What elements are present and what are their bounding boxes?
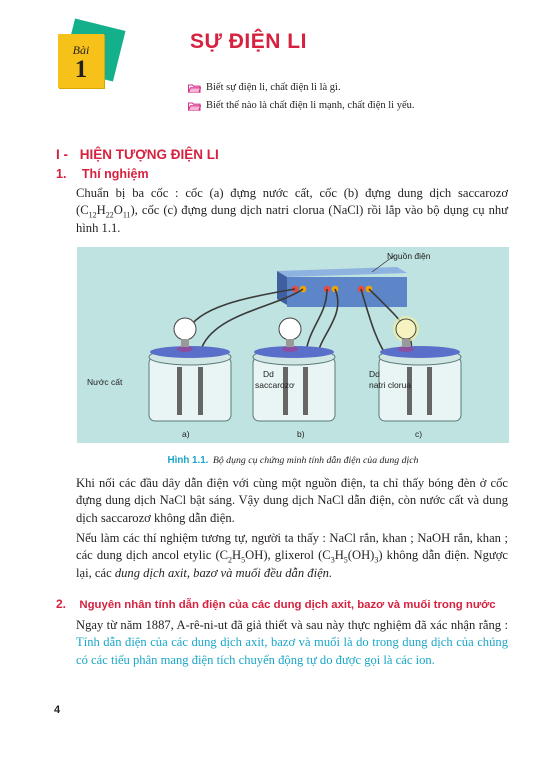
label-beaker-b-1: Dd <box>263 369 274 379</box>
paragraph-observation: Khi nối các đầu dây dẫn điện với cùng một nguồn điện, ta chỉ thấy bóng đèn ở cốc đựng dung dịch NaCl bật sáng. Vậy dung dịch NaCl dẫn điện, còn nước cất và dung dịch saccarozơ không dẫn điện. <box>76 476 508 525</box>
label-power: Nguồn điện <box>387 251 431 261</box>
folder-icon <box>188 83 201 93</box>
subsection-number: 1. <box>56 167 67 181</box>
objective-text: Biết thế nào là chất điện li mạnh, chất điện li yếu. <box>206 100 415 111</box>
label-beaker-c-1: Dd <box>369 369 380 379</box>
beaker-a <box>149 318 231 421</box>
objective-item <box>188 100 414 111</box>
label-beaker-c-2: natri clorua <box>369 380 412 390</box>
badge-bai-label: Bài <box>72 43 90 57</box>
beaker-c <box>379 316 461 421</box>
label-beaker-b-2: saccarozơ <box>255 380 295 390</box>
subsection-number: 2. <box>56 597 67 611</box>
caption-label: Hình 1.1. <box>167 455 209 466</box>
page-title: SỰ ĐIỆN LI <box>190 30 307 53</box>
lesson-badge <box>58 30 114 90</box>
label-beaker-a: Nước cất <box>87 377 123 387</box>
objective-item <box>188 82 341 93</box>
figure-caption <box>77 455 509 466</box>
badge-number: 1 <box>74 56 88 83</box>
label-a: a) <box>182 429 190 439</box>
caption-text: Bộ dụng cụ chứng minh tính dẫn điện của dung dịch <box>212 455 419 466</box>
paragraph-arrhenius: Ngay từ năm 1887, A-rê-ni-ut đã giả thiết và sau này thực nghiệm đã xác nhận rằng : Tính dẫn điện của các dung dịch axit, bazơ và muối là do trong dung dịch của chúng có các tiểu phân mang điện tích chuyển động tự do được gọi là các ion. <box>76 618 508 667</box>
subsection-heading <box>56 167 149 181</box>
section-roman: I - <box>56 147 68 162</box>
section-heading <box>56 147 219 162</box>
power-supply <box>277 255 407 307</box>
subsection-title: Nguyên nhân tính dẫn điện của các dung dịch axit, bazơ và muối trong nước <box>79 599 496 611</box>
figure-apparatus <box>77 247 509 443</box>
paragraph-experiment: Chuẩn bị ba cốc : cốc (a) đựng nước cất, cốc (b) đựng dung dịch saccarozơ $(C_{12}H_{22}O_{11})$, cốc (c) đựng dung dịch natri clorua (NaCl) rồi lắp vào bộ dụng cụ như hình 1.1. <box>76 186 508 235</box>
subsection-heading <box>56 597 516 611</box>
apparatus-illustration <box>77 247 509 443</box>
highlight-definition: Tính dẫn điện của các dung dịch axit, bazơ và muối là do trong dung dịch của chúng có các tiểu phân mang điện tích chuyển động tự do được gọi là các ion. <box>76 635 508 667</box>
paragraph-results: Nếu làm các thí nghiệm tương tự, người ta thấy : NaCl rắn, khan ; NaOH rắn, khan ; các dung dịch ancol etylic $(C_2H_5OH)$, glixerol $(C_3H_5(OH)_3)$ không dẫn điện. Ngược lại, các dung dịch axit, bazơ và muối đều dẫn điện. <box>76 531 508 580</box>
folder-icon <box>188 101 201 111</box>
page-number: 4 <box>54 704 61 716</box>
subsection-title: Thí nghiệm <box>81 167 149 181</box>
label-b: b) <box>297 429 305 439</box>
section-title: HIỆN TƯỢNG ĐIỆN LI <box>79 147 219 162</box>
label-c: c) <box>415 429 423 439</box>
objective-text: Biết sự điện li, chất điện li là gì. <box>206 82 341 93</box>
